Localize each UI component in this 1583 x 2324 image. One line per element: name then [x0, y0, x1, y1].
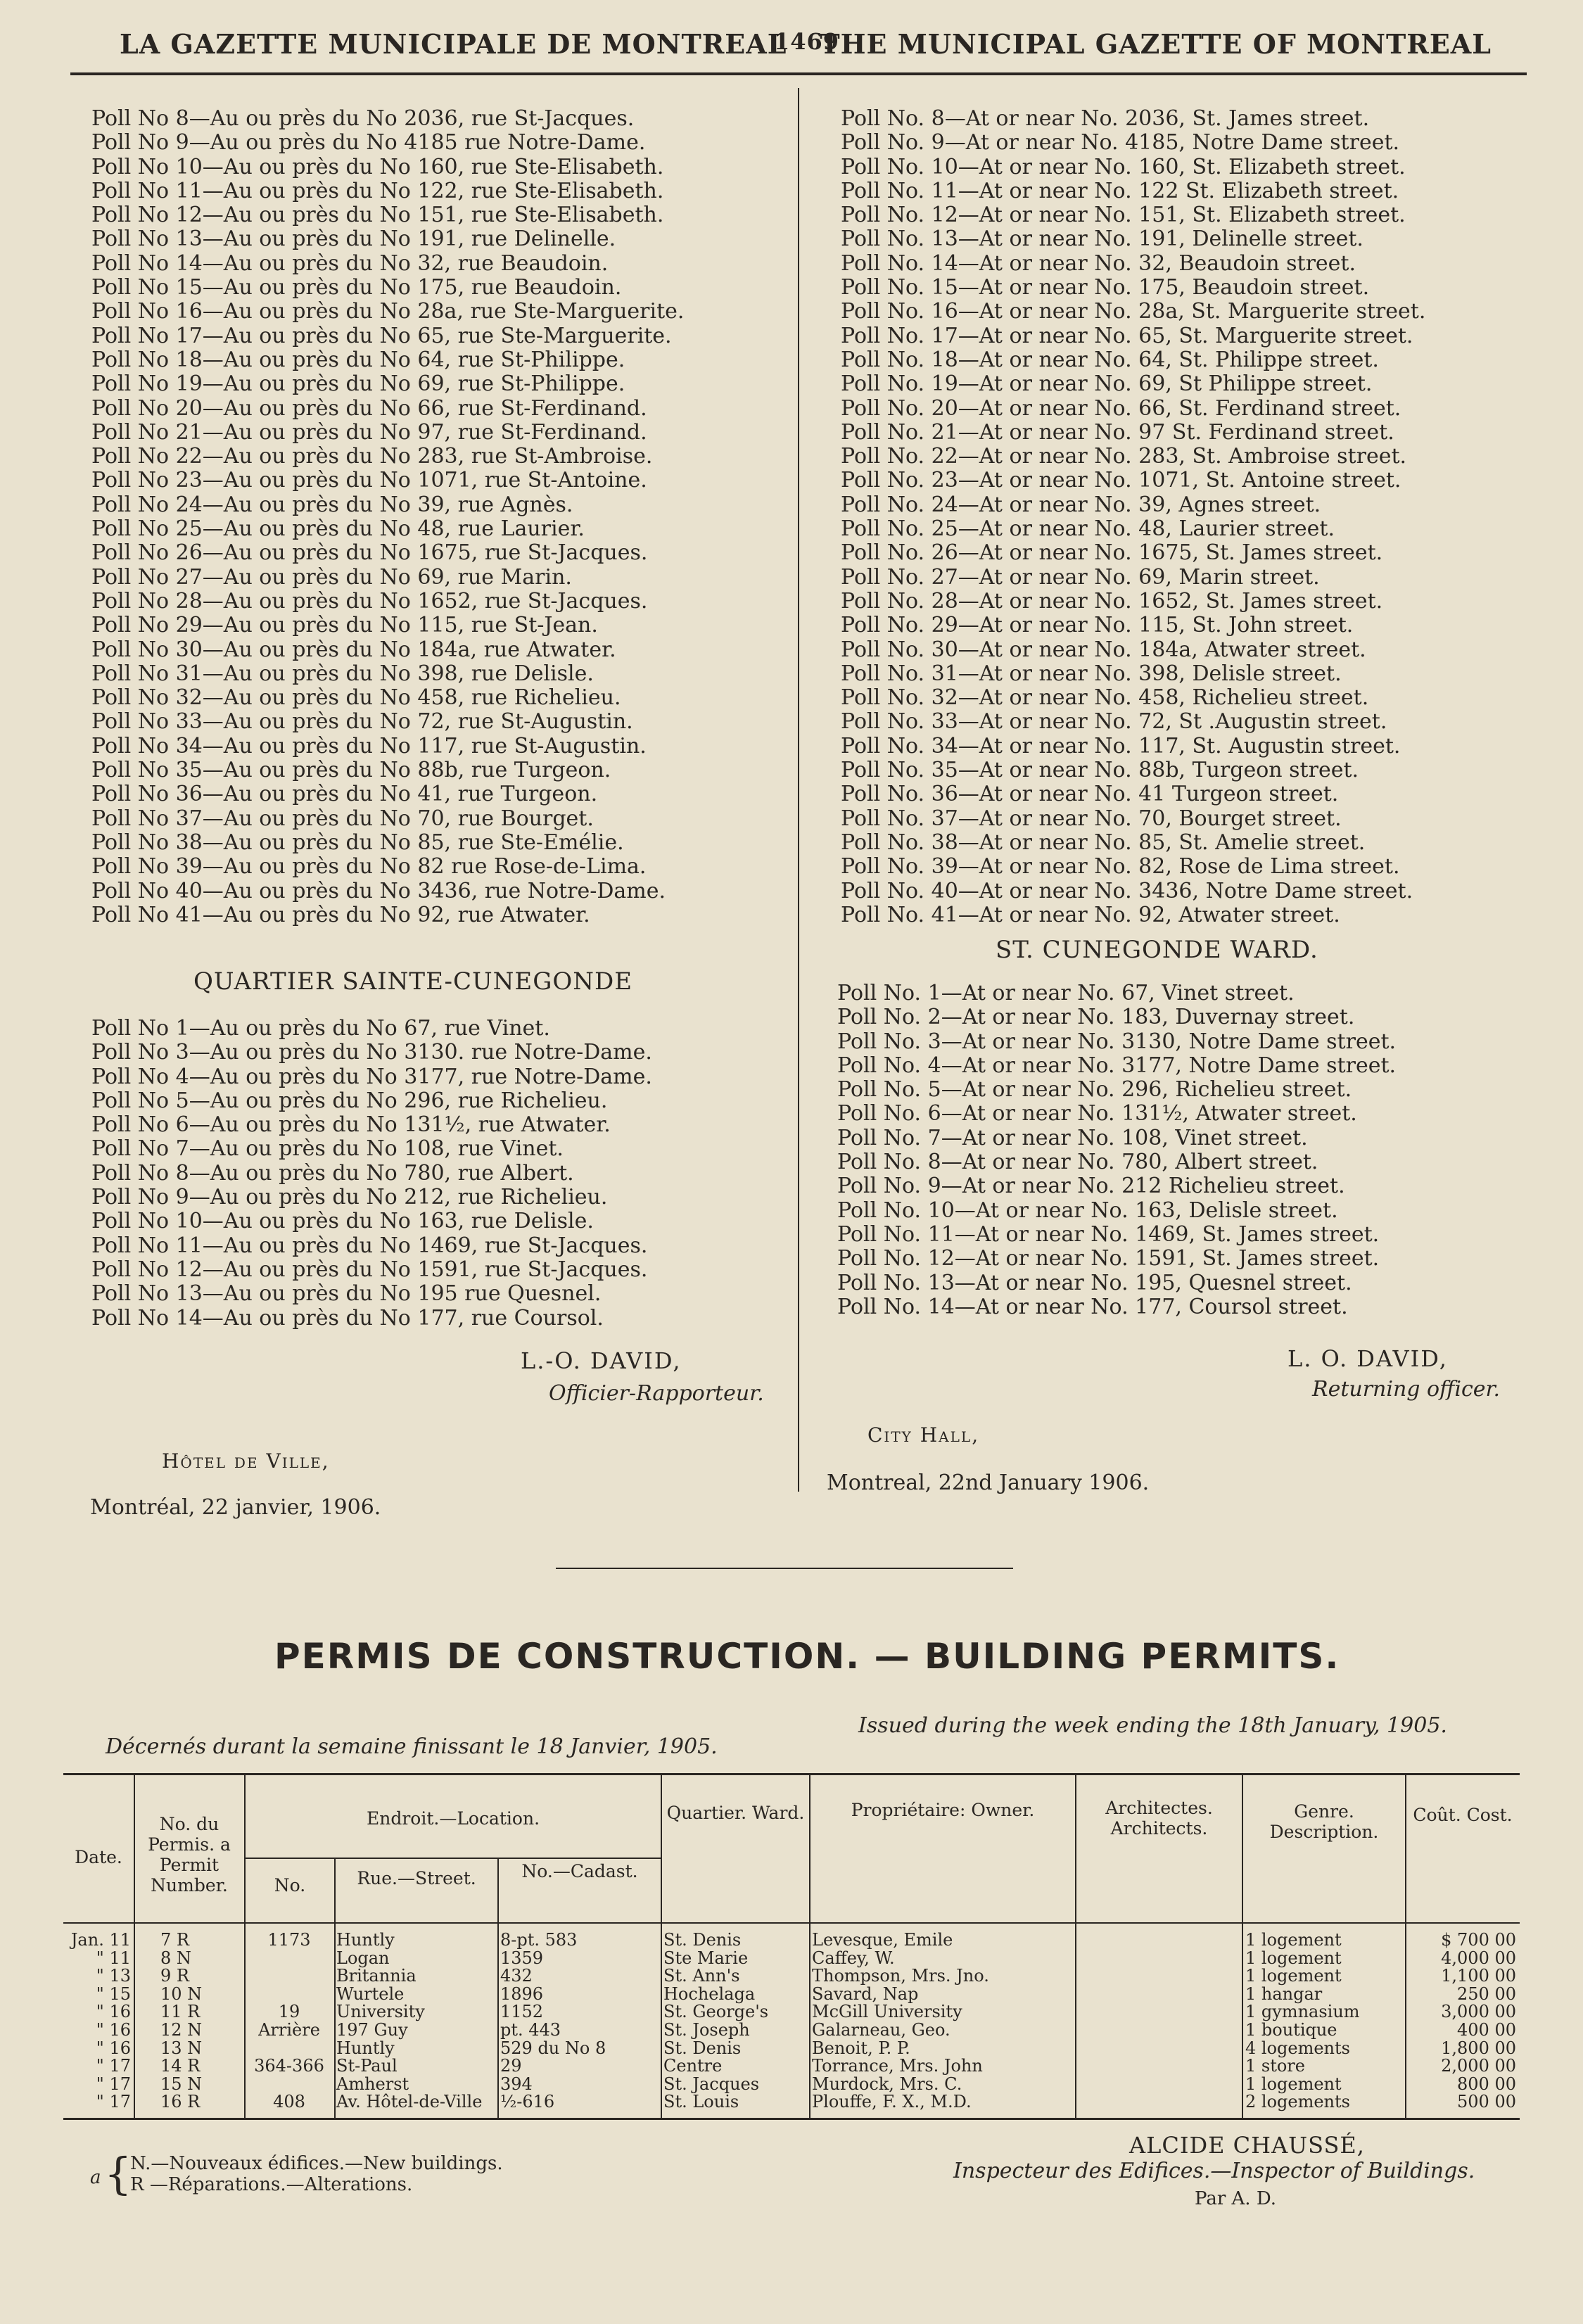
poll-line: Poll No. 9—At or near No. 212 Richelieu street.	[837, 1174, 1345, 1199]
poll-line: Poll No. 34—At or near No. 117, St. Augustin street.	[841, 733, 1401, 758]
table-cell-owner: Murdock, Mrs. C.	[812, 2074, 962, 2094]
table-cell-cost: 250 00	[1457, 1983, 1516, 2004]
table-cell-street: Amherst	[336, 2074, 409, 2094]
table-cell-street: University	[336, 2002, 425, 2022]
column-street	[336, 1931, 497, 2112]
table-cell-owner: Benoit, P. P.	[812, 2038, 910, 2058]
poll-line: Poll No. 13—At or near No. 191, Delinelle street.	[841, 227, 1363, 252]
poll-line: Poll No 14—Au ou près du No 32, rue Beaudoin.	[91, 250, 609, 276]
table-cell-no: 408	[273, 2092, 305, 2112]
table-cell-date: " 16	[96, 2019, 131, 2040]
header-location: Endroit.—Location.	[366, 1808, 540, 1829]
table-cell-cost: 2,000 00	[1441, 2056, 1516, 2076]
poll-line: Poll No. 26—At or near No. 1675, St. James street.	[841, 540, 1383, 566]
table-cell-cadast: 29	[500, 2056, 522, 2076]
poll-line: Poll No. 18—At or near No. 64, St. Philippe street.	[841, 347, 1379, 372]
poll-line: Poll No 20—Au ou près du No 66, rue St-Ferdinand.	[91, 395, 647, 421]
header-cadast: No.—Cadast.	[521, 1861, 638, 1881]
poll-line: Poll No. 1—At or near No. 67, Vinet street.	[837, 981, 1295, 1005]
table-top-rule	[63, 1773, 1520, 1775]
table-bottom-rule	[63, 2118, 1520, 2120]
table-cell-street: 197 Guy	[336, 2019, 408, 2040]
table-divider	[497, 1859, 499, 2118]
table-cell-permit: 13 N	[160, 2038, 203, 2058]
table-cell-permit: 15 N	[160, 2074, 203, 2094]
header-cost: Coût. Cost.	[1413, 1805, 1513, 1825]
table-cell-cadast: 394	[500, 2074, 533, 2094]
poll-line: Poll No 32—Au ou près du No 458, rue Richelieu.	[91, 685, 621, 711]
table-cell-no: 1173	[267, 1930, 311, 1950]
table-cell-cadast: 1896	[500, 1983, 544, 2004]
table-cell-description: 1 logement	[1245, 1966, 1342, 1986]
poll-line: Poll No 28—Au ou près du No 1652, rue St-Jacques.	[91, 588, 648, 614]
poll-line: Poll No 11—Au ou près du No 1469, rue St-Jacques.	[91, 1233, 648, 1258]
poll-line: Poll No. 35—At or near No. 88b, Turgeon street.	[841, 758, 1359, 783]
poll-line: Poll No. 8—At or near No. 2036, St. James street.	[841, 106, 1370, 131]
header-title-english: THE MUNICIPAL GAZETTE OF MONTREAL	[820, 28, 1492, 60]
header-owner: Propriétaire: Owner.	[851, 1800, 1035, 1820]
column-owner	[812, 1931, 1074, 2112]
header-ward: Quartier. Ward.	[666, 1803, 805, 1823]
table-cell-cadast: ½-616	[500, 2092, 555, 2112]
poll-line: Poll No. 15—At or near No. 175, Beaudoin street.	[841, 275, 1370, 300]
french-ward-title: QUARTIER SAINTE-CUNEGONDE	[193, 967, 633, 996]
header-street: Rue.—Street.	[357, 1868, 476, 1888]
footnote-new: N.—Nouveaux édifices.—New buildings.	[130, 2153, 503, 2174]
poll-line: Poll No. 23—At or near No. 1071, St. Antoine street.	[841, 468, 1401, 493]
poll-line: Poll No. 6—At or near No. 131½, Atwater street.	[837, 1101, 1357, 1126]
poll-line: Poll No 21—Au ou près du No 97, rue St-Ferdinand.	[91, 419, 647, 445]
table-cell-cadast: 529 du No 8	[500, 2038, 606, 2058]
poll-line: Poll No. 12—At or near No. 151, St. Elizabeth street.	[841, 203, 1406, 228]
french-place: Hôtel de Ville,	[162, 1449, 330, 1473]
french-date: Montréal, 22 janvier, 1906.	[90, 1495, 381, 1520]
table-cell-cost: 400 00	[1457, 2019, 1516, 2040]
poll-line: Poll No. 27—At or near No. 69, Marin street.	[841, 564, 1320, 590]
poll-line: Poll No 10—Au ou près du No 160, rue Ste-Elisabeth.	[91, 154, 664, 179]
poll-line: Poll No. 3—At or near No. 3130, Notre Dame street.	[837, 1029, 1397, 1054]
table-cell-cost: 1,100 00	[1441, 1966, 1516, 1986]
table-cell-no	[246, 1986, 332, 2004]
table-cell-ward: Ste Marie	[663, 1948, 749, 1968]
poll-line: Poll No. 33—At or near No. 72, St .Augustin street.	[841, 709, 1387, 735]
table-cell-owner: Torrance, Mrs. John	[812, 2056, 983, 2076]
table-cell-architect	[1078, 2021, 1240, 2040]
permits-subtitle-french: Décernés durant la semaine finissant le 18 Janvier, 1905.	[106, 1734, 718, 1759]
column-cadast	[500, 1931, 659, 2112]
poll-line: Poll No 18—Au ou près du No 64, rue St-Philippe.	[91, 347, 625, 372]
poll-line: Poll No 1—Au ou près du No 67, rue Vinet.	[91, 1016, 550, 1041]
poll-line: Poll No. 29—At or near No. 115, St. John street.	[841, 613, 1354, 638]
poll-line: Poll No 26—Au ou près du No 1675, rue St-Jacques.	[91, 540, 648, 566]
header-date: Date.	[75, 1847, 122, 1867]
table-cell-cost: 800 00	[1457, 2074, 1516, 2094]
poll-line: Poll No 33—Au ou près du No 72, rue St-Augustin.	[91, 709, 633, 735]
poll-line: Poll No. 37—At or near No. 70, Bourget street.	[841, 806, 1342, 831]
poll-line: Poll No. 8—At or near No. 780, Albert street.	[837, 1150, 1318, 1175]
poll-line: Poll No. 14—At or near No. 177, Coursol street.	[837, 1294, 1348, 1319]
table-cell-cadast: 1359	[500, 1948, 544, 1968]
table-cell-date: " 16	[96, 2002, 131, 2022]
header-architects: Architectes. Architects.	[1105, 1798, 1213, 1839]
poll-line: Poll No. 4—At or near No. 3177, Notre Dame street.	[837, 1053, 1397, 1078]
table-cell-permit: 10 N	[160, 1983, 203, 2004]
table-cell-date: Jan. 11	[70, 1930, 131, 1950]
table-cell-ward: St. Denis	[663, 1930, 742, 1950]
header-description: Genre. Description.	[1269, 1801, 1379, 1842]
table-cell-ward: St. Joseph	[663, 2019, 750, 2040]
poll-line: Poll No. 17—At or near No. 65, St. Marguerite street.	[841, 323, 1413, 348]
page-number: 1469	[774, 28, 840, 55]
table-cell-permit: 9 R	[160, 1966, 189, 1986]
table-cell-street: Huntly	[336, 2038, 395, 2058]
column-permit	[160, 1931, 241, 2112]
table-cell-description: 1 hangar	[1245, 1983, 1323, 2004]
inspector-by: Par A. D.	[1195, 2188, 1277, 2209]
inspector-title: Inspecteur des Edifices.—Inspector of Buildings.	[953, 2159, 1475, 2183]
poll-line: Poll No. 7—At or near No. 108, Vinet street.	[837, 1125, 1308, 1150]
page-header	[113, 28, 1492, 70]
table-cell-cost: 500 00	[1457, 2092, 1516, 2112]
poll-line: Poll No 15—Au ou près du No 175, rue Beaudoin.	[91, 275, 622, 300]
poll-line: Poll No. 38—At or near No. 85, St. Amelie street.	[841, 830, 1366, 855]
table-cell-ward: St. George's	[663, 2002, 769, 2022]
inspector-name: ALCIDE CHAUSSÉ,	[1129, 2132, 1365, 2159]
poll-line: Poll No 8—Au ou près du No 780, rue Albert.	[91, 1160, 574, 1186]
table-cell-permit: 8 N	[160, 1948, 191, 1968]
footnote-label: a	[90, 2167, 101, 2188]
table-cell-owner: Plouffe, F. X., M.D.	[812, 2092, 972, 2112]
english-date: Montreal, 22nd January 1906.	[827, 1471, 1150, 1495]
table-cell-street: Britannia	[336, 1966, 417, 1986]
poll-line: Poll No 8—Au ou près du No 2036, rue St-Jacques.	[91, 106, 635, 131]
poll-line: Poll No. 12—At or near No. 1591, St. James street.	[837, 1246, 1380, 1271]
column-no	[246, 1931, 332, 2112]
column-cost	[1407, 1931, 1516, 2112]
poll-line: Poll No 23—Au ou près du No 1071, rue St-Antoine.	[91, 468, 647, 493]
poll-line: Poll No. 11—At or near No. 1469, St. James street.	[837, 1221, 1380, 1247]
french-poll-list	[91, 107, 684, 927]
french-ward-poll-list	[91, 1017, 652, 1331]
table-cell-street: Logan	[336, 1948, 390, 1968]
poll-line: Poll No 6—Au ou près du No 131½, rue Atwater.	[91, 1112, 611, 1138]
english-ward-poll-list	[837, 982, 1396, 1319]
table-header-rule	[63, 1922, 1520, 1924]
table-cell-date: " 11	[96, 1948, 131, 1968]
column-architect	[1078, 1931, 1240, 2112]
table-cell-street: Wurtele	[336, 1983, 405, 2004]
poll-line: Poll No. 31—At or near No. 398, Delisle street.	[841, 661, 1342, 686]
poll-line: Poll No 24—Au ou près du No 39, rue Agnès.	[91, 492, 573, 517]
poll-line: Poll No 34—Au ou près du No 117, rue St-Augustin.	[91, 733, 647, 758]
table-cell-ward: St. Ann's	[663, 1966, 740, 1986]
poll-line: Poll No. 41—At or near No. 92, Atwater street.	[841, 902, 1340, 927]
poll-line: Poll No. 30—At or near No. 184a, Atwater street.	[841, 637, 1366, 662]
table-divider	[1405, 1774, 1406, 2118]
poll-line: Poll No 25—Au ou près du No 48, rue Laurier.	[91, 516, 585, 542]
table-cell-description: 1 boutique	[1245, 2019, 1337, 2040]
english-place: City Hall,	[867, 1423, 980, 1447]
table-cell-cadast: 8-pt. 583	[500, 1930, 578, 1950]
poll-line: Poll No. 20—At or near No. 66, St. Ferdinand street.	[841, 395, 1401, 421]
table-cell-date: " 17	[96, 2074, 131, 2094]
table-cell-cost: 3,000 00	[1441, 2002, 1516, 2022]
footnote-brace: {	[104, 2148, 132, 2199]
table-cell-permit: 12 N	[160, 2019, 203, 2040]
header-permit: No. du Permis. a Permit Number.	[148, 1814, 231, 1896]
footnote-repairs: R —Réparations.—Alterations.	[130, 2174, 413, 2195]
poll-line: Poll No 37—Au ou près du No 70, rue Bourget.	[91, 806, 594, 831]
table-cell-cost: 1,800 00	[1441, 2038, 1516, 2058]
poll-line: Poll No. 2—At or near No. 183, Duvernay street.	[837, 1005, 1355, 1030]
poll-line: Poll No 7—Au ou près du No 108, rue Vinet.	[91, 1136, 564, 1162]
poll-line: Poll No 14—Au ou près du No 177, rue Coursol.	[91, 1305, 604, 1331]
table-cell-description: 1 logement	[1245, 1930, 1342, 1950]
header-no: No.	[274, 1875, 306, 1896]
table-cell-owner: Caffey, W.	[812, 1948, 895, 1968]
poll-line: Poll No. 14—At or near No. 32, Beaudoin street.	[841, 250, 1356, 276]
french-signatory-title: Officier-Rapporteur.	[549, 1381, 764, 1406]
poll-line: Poll No 3—Au ou près du No 3130. rue Notre-Dame.	[91, 1040, 652, 1065]
poll-line: Poll No 12—Au ou près du No 1591, rue St-Jacques.	[91, 1257, 648, 1282]
table-cell-no	[246, 2040, 332, 2058]
poll-line: Poll No. 11—At or near No. 122 St. Elizabeth street.	[841, 178, 1399, 203]
table-cell-cost: 4,000 00	[1441, 1948, 1516, 1968]
table-cell-cadast: 1152	[500, 2002, 544, 2022]
table-cell-architect	[1078, 2076, 1240, 2094]
table-cell-description: 1 gymnasium	[1245, 2002, 1360, 2022]
table-cell-no: Arrière	[258, 2019, 320, 2040]
poll-line: Poll No. 9—At or near No. 4185, Notre Dame street.	[841, 130, 1400, 155]
table-cell-ward: Hochelaga	[663, 1983, 756, 2004]
table-cell-owner: Savard, Nap	[812, 1983, 919, 2004]
poll-line: Poll No 17—Au ou près du No 65, rue Ste-Marguerite.	[91, 323, 672, 348]
poll-line: Poll No 13—Au ou près du No 191, rue Delinelle.	[91, 227, 616, 252]
table-cell-no: 19	[278, 2002, 300, 2022]
poll-line: Poll No 29—Au ou près du No 115, rue St-Jean.	[91, 613, 598, 638]
table-cell-no	[246, 1950, 332, 1968]
table-cell-date: " 17	[96, 2056, 131, 2076]
section-rule	[556, 1568, 1013, 1569]
table-cell-date: " 17	[96, 2092, 131, 2112]
table-cell-description: 1 store	[1245, 2056, 1305, 2076]
table-divider	[334, 1859, 336, 2118]
poll-line: Poll No 12—Au ou près du No 151, rue Ste-Elisabeth.	[91, 203, 664, 228]
table-cell-description: 2 logements	[1245, 2092, 1350, 2112]
table-cell-architect	[1078, 1967, 1240, 1986]
poll-line: Poll No. 24—At or near No. 39, Agnes street.	[841, 492, 1321, 517]
table-cell-street: St-Paul	[336, 2056, 398, 2076]
permits-subtitle-english: Issued during the week ending the 18th January, 1905.	[858, 1713, 1447, 1738]
poll-line: Poll No 16—Au ou près du No 28a, rue Ste-Marguerite.	[91, 299, 685, 324]
poll-line: Poll No 40—Au ou près du No 3436, rue Notre-Dame.	[91, 878, 666, 903]
table-cell-permit: 14 R	[160, 2056, 201, 2076]
english-signatory: L. O. DAVID,	[1288, 1345, 1448, 1372]
table-cell-cadast: 432	[500, 1966, 533, 1986]
poll-line: Poll No 31—Au ou près du No 398, rue Delisle.	[91, 661, 594, 686]
table-cell-architect	[1078, 2093, 1240, 2112]
poll-line: Poll No. 19—At or near No. 69, St Philippe street.	[841, 372, 1373, 397]
poll-line: Poll No 36—Au ou près du No 41, rue Turgeon.	[91, 782, 598, 807]
poll-line: Poll No. 13—At or near No. 195, Quesnel street.	[837, 1270, 1352, 1295]
poll-line: Poll No 4—Au ou près du No 3177, rue Notre-Dame.	[91, 1064, 652, 1089]
table-cell-ward: Centre	[663, 2056, 723, 2076]
table-cell-architect	[1078, 2003, 1240, 2021]
table-cell-architect	[1078, 1986, 1240, 2004]
location-header-rule	[244, 1858, 661, 1859]
table-cell-owner: Levesque, Emile	[812, 1930, 953, 1950]
table-cell-architect	[1078, 2057, 1240, 2076]
english-ward-title: ST. CUNEGONDE WARD.	[996, 936, 1318, 964]
column-ward	[663, 1931, 808, 2112]
poll-line: Poll No 19—Au ou près du No 69, rue St-Philippe.	[91, 372, 625, 397]
poll-line: Poll No 9—Au ou près du No 4185 rue Notre-Dame.	[91, 130, 646, 155]
table-cell-owner: McGill University	[812, 2002, 962, 2022]
poll-line: Poll No 38—Au ou près du No 85, rue Ste-Emélie.	[91, 830, 624, 855]
english-poll-list	[841, 107, 1425, 927]
poll-line: Poll No 11—Au ou près du No 122, rue Ste-Elisabeth.	[91, 178, 664, 203]
poll-line: Poll No. 25—At or near No. 48, Laurier street.	[841, 516, 1335, 542]
table-cell-no	[246, 1967, 332, 1986]
poll-line: Poll No. 16—At or near No. 28a, St. Marguerite street.	[841, 299, 1426, 324]
poll-line: Poll No. 40—At or near No. 3436, Notre Dame street.	[841, 878, 1413, 903]
poll-line: Poll No 5—Au ou près du No 296, rue Richelieu.	[91, 1088, 608, 1113]
table-cell-owner: Galarneau, Geo.	[812, 2019, 951, 2040]
table-divider	[809, 1774, 810, 2118]
table-cell-architect	[1078, 1950, 1240, 1968]
column-divider	[798, 88, 799, 1492]
table-cell-owner: Thompson, Mrs. Jno.	[812, 1966, 989, 1986]
poll-line: Poll No. 10—At or near No. 160, St. Elizabeth street.	[841, 154, 1406, 179]
table-divider	[661, 1774, 662, 2118]
table-cell-no	[246, 2076, 332, 2094]
poll-line: Poll No. 22—At or near No. 283, St. Ambroise street.	[841, 444, 1407, 469]
table-cell-description: 4 logements	[1245, 2038, 1350, 2058]
table-cell-description: 1 logement	[1245, 1948, 1342, 1968]
poll-line: Poll No. 21—At or near No. 97 St. Ferdinand street.	[841, 419, 1394, 445]
table-cell-cadast: pt. 443	[500, 2019, 561, 2040]
table-cell-no: 364-366	[254, 2056, 324, 2076]
poll-line: Poll No. 5—At or near No. 296, Richelieu street.	[837, 1077, 1352, 1103]
table-cell-date: " 16	[96, 2038, 131, 2058]
table-cell-permit: 11 R	[160, 2002, 201, 2022]
table-cell-permit: 7 R	[160, 1930, 189, 1950]
table-cell-street: Huntly	[336, 1930, 395, 1950]
poll-line: Poll No 13—Au ou près du No 195 rue Quesnel.	[91, 1281, 602, 1307]
poll-line: Poll No. 39—At or near No. 82, Rose de Lima street.	[841, 854, 1400, 880]
poll-line: Poll No 10—Au ou près du No 163, rue Delisle.	[91, 1209, 594, 1234]
poll-line: Poll No. 32—At or near No. 458, Richelieu street.	[841, 685, 1369, 711]
table-cell-permit: 16 R	[160, 2092, 201, 2112]
english-signatory-title: Returning officer.	[1312, 1377, 1501, 1402]
table-cell-date: " 13	[96, 1966, 131, 1986]
table-cell-date: " 15	[96, 1983, 131, 2004]
table-cell-architect	[1078, 1931, 1240, 1950]
poll-line: Poll No 39—Au ou près du No 82 rue Rose-de-Lima.	[91, 854, 647, 880]
poll-line: Poll No 22—Au ou près du No 283, rue St-Ambroise.	[91, 444, 653, 469]
permits-title: PERMIS DE CONSTRUCTION. — BUILDING PERMITS.	[274, 1636, 1340, 1677]
table-cell-ward: St. Jacques	[663, 2074, 760, 2094]
table-cell-description: 1 logement	[1245, 2074, 1342, 2094]
poll-line: Poll No. 36—At or near No. 41 Turgeon street.	[841, 782, 1339, 807]
table-cell-architect	[1078, 2040, 1240, 2058]
french-signatory: L.-O. DAVID,	[521, 1347, 682, 1374]
header-rule	[70, 72, 1527, 75]
poll-line: Poll No 9—Au ou près du No 212, rue Richelieu.	[91, 1185, 608, 1210]
table-cell-ward: St. Denis	[663, 2038, 742, 2058]
header-title-french: LA GAZETTE MUNICIPALE DE MONTREAL	[120, 28, 787, 60]
poll-line: Poll No 30—Au ou près du No 184a, rue Atwater.	[91, 637, 616, 662]
poll-line: Poll No. 28—At or near No. 1652, St. James street.	[841, 588, 1383, 614]
table-cell-street: Av. Hôtel-de-Ville	[336, 2092, 483, 2112]
table-cell-cost: $ 700 00	[1441, 1930, 1516, 1950]
column-description	[1245, 1931, 1404, 2112]
poll-line: Poll No 41—Au ou près du No 92, rue Atwater.	[91, 902, 590, 927]
poll-line: Poll No 35—Au ou près du No 88b, rue Turgeon.	[91, 758, 611, 783]
poll-line: Poll No. 10—At or near No. 163, Delisle street.	[837, 1198, 1338, 1223]
poll-line: Poll No 27—Au ou près du No 69, rue Marin.	[91, 564, 572, 590]
table-cell-ward: St. Louis	[663, 2092, 739, 2112]
column-date	[68, 1931, 131, 2112]
